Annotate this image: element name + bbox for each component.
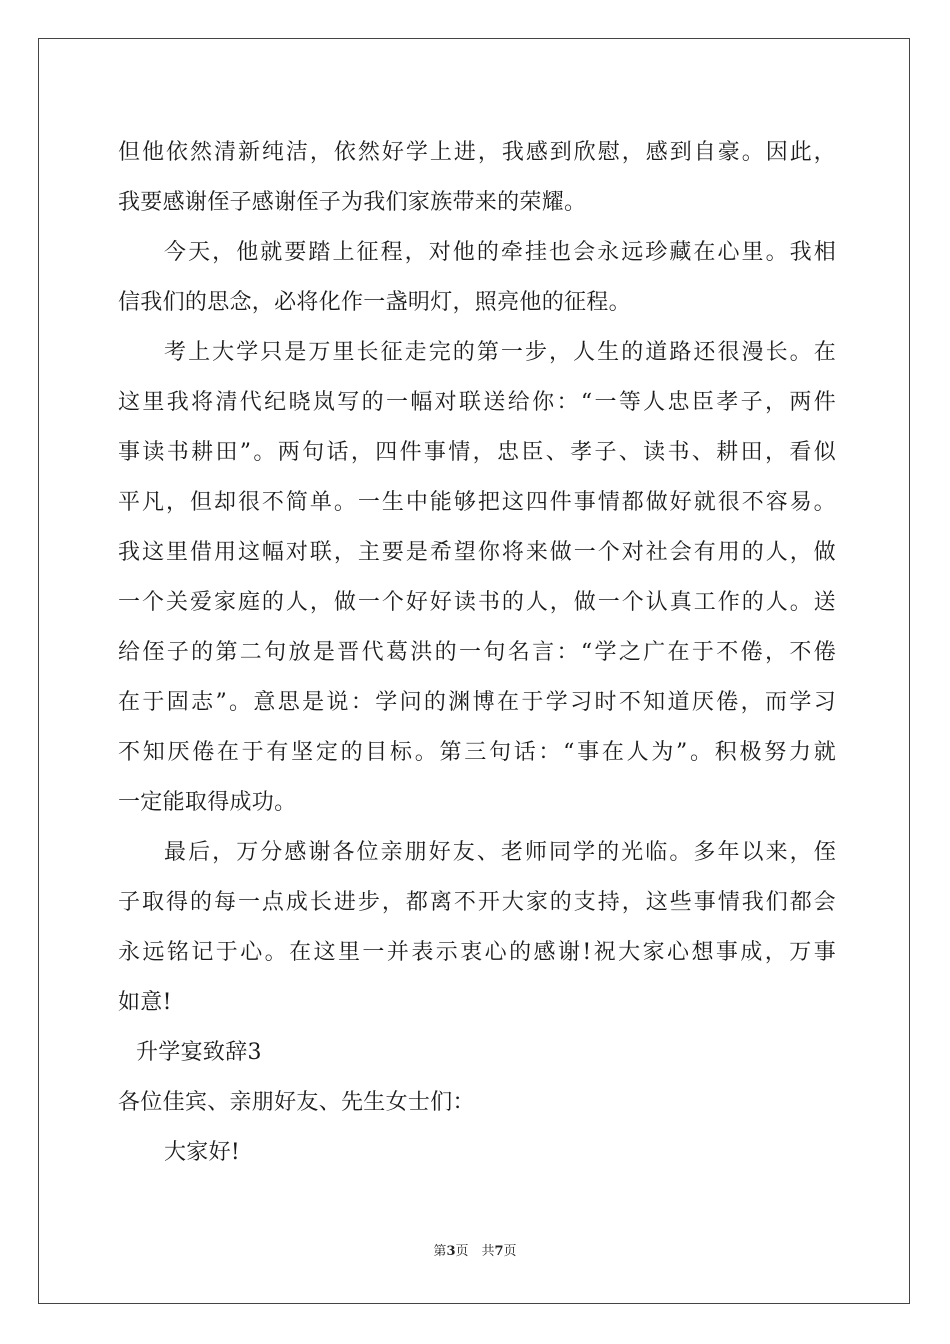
salutation-line: 各位佳宾、亲朋好友、先生女士们： bbox=[118, 1090, 475, 1115]
section-heading: 升学宴致辞3 bbox=[136, 1040, 262, 1065]
paragraph-line: 子取得的每一点成长进步，都离不开大家的支持，这些事情我们都会 bbox=[118, 890, 836, 915]
paragraph-line: 永远铭记于心。在这里一并表示衷心的感谢!祝大家心想事成，万事 bbox=[118, 940, 836, 965]
greeting-line: 大家好! bbox=[164, 1140, 241, 1165]
paragraph-line: 如意! bbox=[118, 990, 172, 1015]
paragraph-line: 但他依然清新纯洁，依然好学上进，我感到欣慰，感到自豪。因此， bbox=[118, 140, 836, 165]
paragraph-line: 我要感谢侄子感谢侄子为我们家族带来的荣耀。 bbox=[118, 190, 587, 215]
page-number-prefix: 第 bbox=[433, 1244, 447, 1259]
document-body bbox=[118, 128, 836, 1178]
paragraph-line: 一个关爱家庭的人，做一个好好读书的人，做一个认真工作的人。送 bbox=[118, 590, 836, 615]
total-page-number: 7 bbox=[494, 1244, 504, 1259]
paragraph-line: 今天，他就要踏上征程，对他的牵挂也会永远珍藏在心里。我相 bbox=[164, 240, 836, 265]
page-number-suffix: 页 bbox=[503, 1244, 517, 1259]
paragraph-line: 给侄子的第二句放是晋代葛洪的一句名言：“学之广在于不倦，不倦 bbox=[118, 640, 836, 665]
paragraph-line: 这里我将清代纪晓岚写的一幅对联送给你：“一等人忠臣孝子，两件 bbox=[118, 390, 836, 415]
paragraph-line: 我这里借用这幅对联，主要是希望你将来做一个对社会有用的人，做 bbox=[118, 540, 836, 565]
paragraph-line: 最后，万分感谢各位亲朋好友、老师同学的光临。多年以来，侄 bbox=[164, 840, 836, 865]
current-page-number: 3 bbox=[446, 1244, 456, 1259]
page-footer bbox=[0, 1240, 950, 1259]
paragraph-line: 事读书耕田”。两句话，四件事情，忠臣、孝子、读书、耕田，看似 bbox=[118, 440, 836, 465]
paragraph-line: 信我们的思念，必将化作一盏明灯，照亮他的征程。 bbox=[118, 290, 631, 315]
paragraph-line: 考上大学只是万里长征走完的第一步，人生的道路还很漫长。在 bbox=[164, 340, 836, 365]
paragraph-line: 在于固志”。意思是说：学问的渊博在于学习时不知道厌倦，而学习 bbox=[118, 690, 836, 715]
paragraph-line: 不知厌倦在于有坚定的目标。第三句话：“事在人为”。积极努力就 bbox=[118, 740, 836, 765]
paragraph-line: 一定能取得成功。 bbox=[118, 790, 297, 815]
page-number-mid: 页 共 bbox=[455, 1244, 495, 1259]
paragraph-line: 平凡，但却很不简单。一生中能够把这四件事情都做好就很不容易。 bbox=[118, 490, 836, 515]
